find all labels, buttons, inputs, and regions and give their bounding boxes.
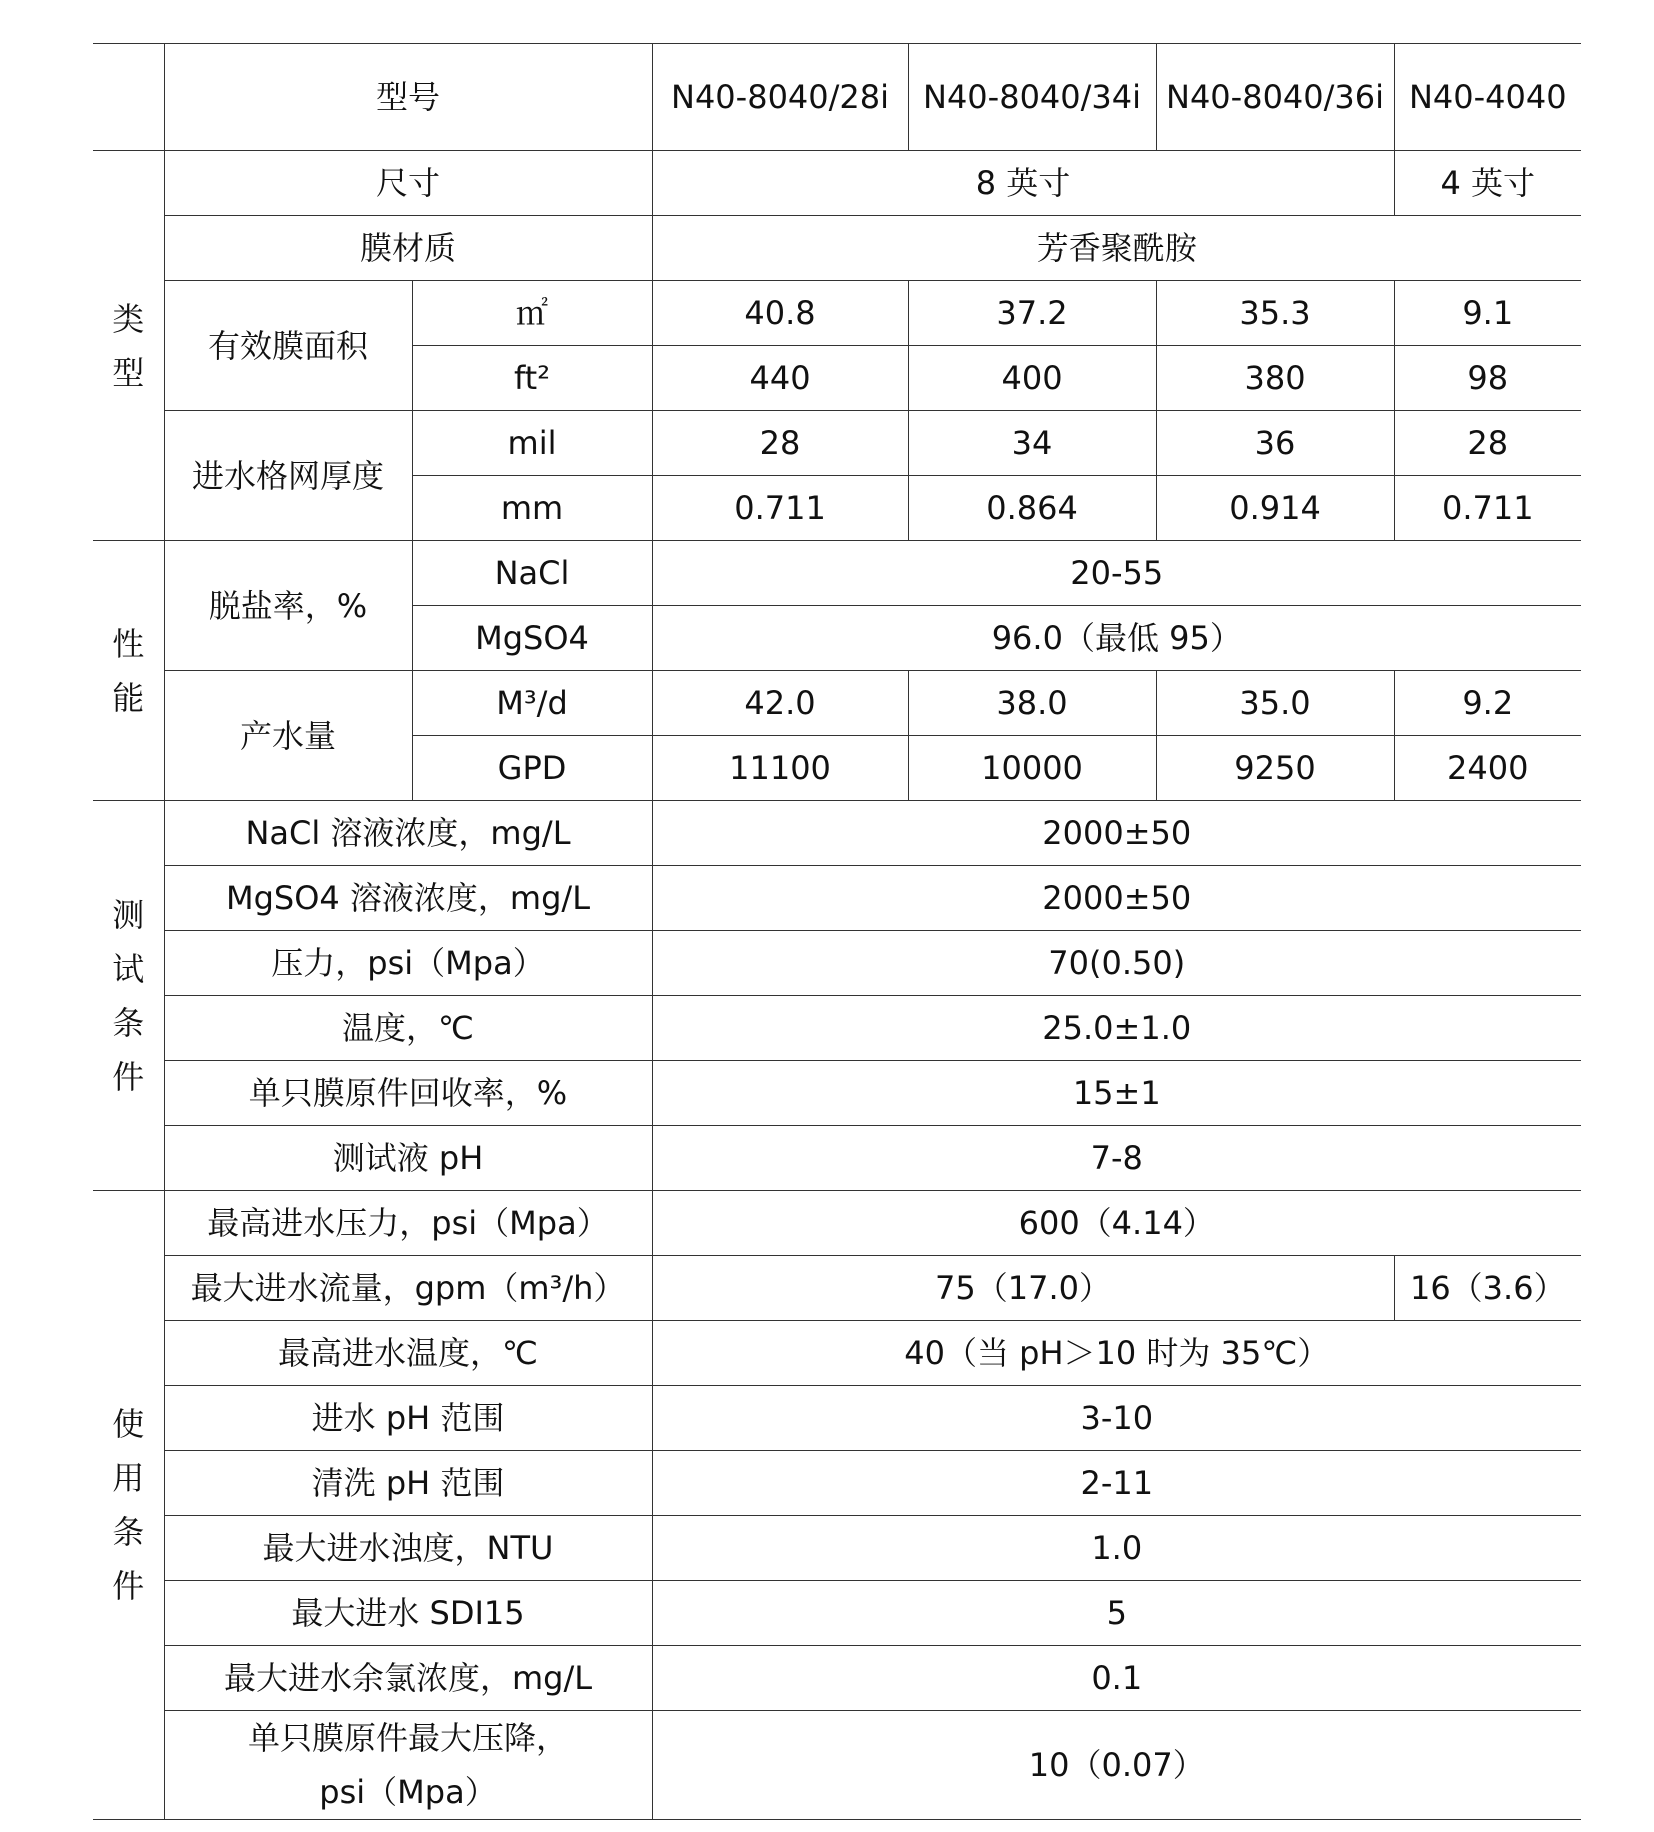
size-row: [93, 151, 1581, 216]
material-value: 芳香聚酰胺: [652, 216, 1581, 281]
area-m2-2: 37.2: [908, 281, 1156, 346]
section-test-char-1: 测: [112, 895, 145, 934]
section-usage: [93, 1191, 164, 1820]
test-label: NaCl 溶液浓度，mg/L: [164, 801, 652, 866]
usage-label: 最大进水余氯浓度，mg/L: [164, 1646, 652, 1711]
usage-row: [93, 1321, 1581, 1386]
model-4: N40-4040: [1394, 44, 1581, 151]
nacl-value: 20-55: [652, 541, 1581, 606]
spacer-mm-4: 0.711: [1394, 476, 1581, 541]
area-label: 有效膜面积: [164, 281, 412, 411]
size-4-value: 4 英寸: [1394, 151, 1581, 216]
usage-value: 5: [652, 1581, 1581, 1646]
flow-label: 产水量: [164, 671, 412, 801]
pressure-drop-label-line-2: psi（Mpa）: [319, 1773, 497, 1811]
pressure-drop-value: 10（0.07）: [652, 1711, 1581, 1820]
usage-label: 清洗 pH 范围: [164, 1451, 652, 1516]
spacer-unit-mil: mil: [412, 411, 652, 476]
flow-m3d-1: 42.0: [652, 671, 908, 736]
pressure-drop-label-line-1: 单只膜原件最大压降，: [248, 1719, 569, 1757]
spacer-mm-1: 0.711: [652, 476, 908, 541]
usage-row: [93, 1386, 1581, 1451]
nacl-row: [93, 541, 1581, 606]
model-1: N40-8040/28i: [652, 44, 908, 151]
max-flow-label: 最大进水流量，gpm（m³/h）: [164, 1256, 652, 1321]
area-m2-4: 9.1: [1394, 281, 1581, 346]
test-row: [93, 931, 1581, 996]
mgso4-label: MgSO4: [412, 606, 652, 671]
usage-label: 最高进水温度，℃: [164, 1321, 652, 1386]
size-8-value: 8 英寸: [652, 151, 1394, 216]
spacer-mil-row: [93, 411, 1581, 476]
test-value: 70(0.50): [652, 931, 1581, 996]
test-row: [93, 801, 1581, 866]
flow-m3d-row: [93, 671, 1581, 736]
spacer-mil-3: 36: [1156, 411, 1394, 476]
test-row: [93, 866, 1581, 931]
nacl-label: NaCl: [412, 541, 652, 606]
model-2: N40-8040/34i: [908, 44, 1156, 151]
section-type-char-1: 类: [112, 299, 145, 338]
flow-m3d-2: 38.0: [908, 671, 1156, 736]
test-value: 7-8: [652, 1126, 1581, 1191]
usage-value: 2-11: [652, 1451, 1581, 1516]
section-usage-char-4: 件: [112, 1567, 145, 1605]
section-perf-char-1: 性: [112, 624, 145, 663]
section-type-char-2: 型: [112, 353, 145, 392]
flow-gpd-3: 9250: [1156, 736, 1394, 801]
test-value: 2000±50: [652, 801, 1581, 866]
flow-gpd-2: 10000: [908, 736, 1156, 801]
area-ft2-1: 440: [652, 346, 908, 411]
test-value: 25.0±1.0: [652, 996, 1581, 1061]
flow-unit-m3d: M³/d: [412, 671, 652, 736]
usage-row: [93, 1256, 1581, 1321]
model-label: 型号: [164, 44, 652, 151]
test-label: 压力，psi（Mpa）: [164, 931, 652, 996]
spec-table: [93, 43, 1581, 1820]
test-label: 测试液 pH: [164, 1126, 652, 1191]
area-m2-3: 35.3: [1156, 281, 1394, 346]
max-flow-4-value: 16（3.6）: [1394, 1256, 1581, 1321]
size-label: 尺寸: [164, 151, 652, 216]
section-type: [93, 151, 164, 541]
max-pressure-value: 600（4.14）: [652, 1191, 1581, 1256]
test-label: MgSO4 溶液浓度，mg/L: [164, 866, 652, 931]
area-m2-1: 40.8: [652, 281, 908, 346]
flow-unit-gpd: GPD: [412, 736, 652, 801]
spacer-mm-2: 0.864: [908, 476, 1156, 541]
usage-value: 3-10: [652, 1386, 1581, 1451]
spacer-mil-2: 34: [908, 411, 1156, 476]
usage-value: 1.0: [652, 1516, 1581, 1581]
max-flow-8-value: 75（17.0）: [652, 1256, 1394, 1321]
pressure-drop-label: [164, 1711, 652, 1820]
area-ft2-4: 98: [1394, 346, 1581, 411]
usage-row: [93, 1451, 1581, 1516]
spacer-label: 进水格网厚度: [164, 411, 412, 541]
mgso4-value: 96.0（最低 95）: [652, 606, 1581, 671]
spacer-mil-1: 28: [652, 411, 908, 476]
section-test-char-2: 试: [112, 949, 145, 988]
section-performance: [93, 541, 164, 801]
section-usage-char-3: 条: [112, 1513, 145, 1551]
area-unit-ft2: ft²: [412, 346, 652, 411]
usage-row: [93, 1646, 1581, 1711]
pressure-drop-row: [93, 1711, 1581, 1820]
area-m2-row: [93, 281, 1581, 346]
corner-cell: [93, 44, 164, 151]
area-ft2-2: 400: [908, 346, 1156, 411]
max-pressure-label: 最高进水压力，psi（Mpa）: [164, 1191, 652, 1256]
usage-row: [93, 1191, 1581, 1256]
area-unit-m2: ㎡: [412, 281, 652, 346]
test-value: 15±1: [652, 1061, 1581, 1126]
flow-gpd-1: 11100: [652, 736, 908, 801]
usage-value: 40（当 pH＞10 时为 35℃）: [652, 1321, 1581, 1386]
test-label: 单只膜原件回收率，%: [164, 1061, 652, 1126]
spacer-mil-4: 28: [1394, 411, 1581, 476]
section-perf-char-2: 能: [112, 678, 145, 717]
test-label: 温度，℃: [164, 996, 652, 1061]
usage-label: 进水 pH 范围: [164, 1386, 652, 1451]
usage-row: [93, 1516, 1581, 1581]
section-usage-char-1: 使: [112, 1405, 145, 1443]
section-test-char-3: 条: [112, 1003, 145, 1042]
rejection-label: 脱盐率，%: [164, 541, 412, 671]
usage-value: 0.1: [652, 1646, 1581, 1711]
section-test: [93, 801, 164, 1191]
test-row: [93, 1061, 1581, 1126]
usage-label: 最大进水浊度，NTU: [164, 1516, 652, 1581]
test-row: [93, 996, 1581, 1061]
area-ft2-3: 380: [1156, 346, 1394, 411]
section-usage-char-2: 用: [112, 1459, 145, 1497]
spacer-mm-3: 0.914: [1156, 476, 1394, 541]
flow-m3d-3: 35.0: [1156, 671, 1394, 736]
usage-row: [93, 1581, 1581, 1646]
material-row: [93, 216, 1581, 281]
test-value: 2000±50: [652, 866, 1581, 931]
test-row: [93, 1126, 1581, 1191]
header-row: [93, 44, 1581, 151]
spacer-unit-mm: mm: [412, 476, 652, 541]
usage-label: 最大进水 SDI15: [164, 1581, 652, 1646]
section-test-char-4: 件: [112, 1057, 145, 1096]
flow-m3d-4: 9.2: [1394, 671, 1581, 736]
model-3: N40-8040/36i: [1156, 44, 1394, 151]
flow-gpd-4: 2400: [1394, 736, 1581, 801]
material-label: 膜材质: [164, 216, 652, 281]
